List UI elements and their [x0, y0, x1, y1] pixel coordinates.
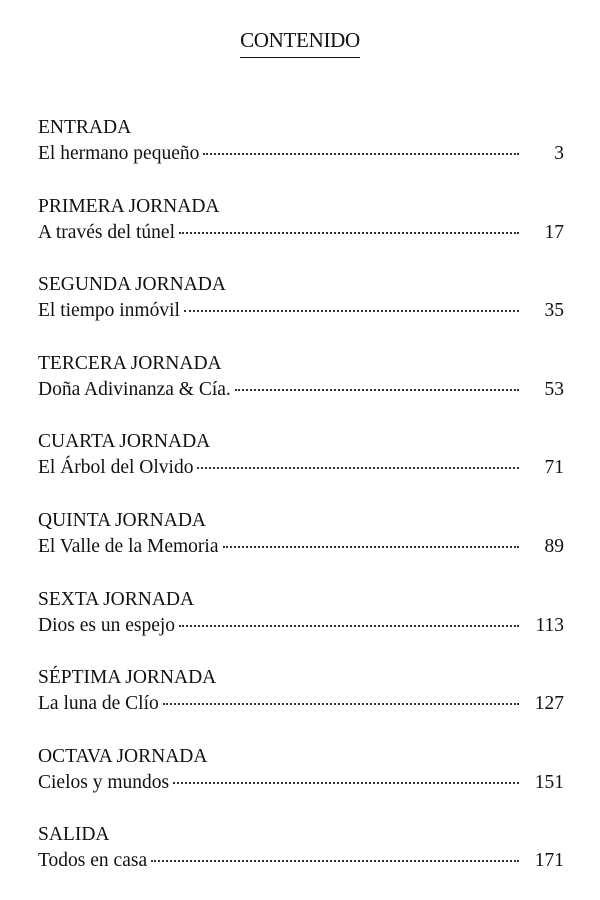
dot-leader [223, 546, 520, 548]
dot-leader [235, 389, 519, 391]
chapter-row [38, 455, 564, 481]
chapter-title: La luna de Clío [38, 693, 159, 715]
toc-entry [38, 743, 564, 822]
section-heading: SALIDA [38, 824, 110, 846]
chapter-title: El hermano pequeño [38, 143, 200, 164]
section-heading: SÉPTIMA JORNADA [38, 667, 217, 689]
toc-entry [38, 350, 564, 429]
section-heading: ENTRADA [38, 117, 132, 138]
chapter-title: Cielos y mundos [38, 771, 170, 793]
chapter-title: El Árbol del Olvido [38, 457, 194, 479]
chapter-row [38, 770, 564, 796]
chapter-title: Dios es un espejo [38, 614, 176, 636]
page-number: 53 [544, 378, 564, 400]
toc-entry [38, 193, 564, 272]
dot-leader [173, 782, 519, 784]
dot-leader [184, 310, 519, 312]
table-of-contents [38, 114, 564, 900]
dot-leader [179, 625, 519, 627]
chapter-row [38, 848, 564, 874]
chapter-row [38, 613, 564, 639]
toc-entry [38, 586, 564, 665]
toc-entry [38, 428, 564, 507]
page-number: 171 [534, 850, 564, 872]
page-number: 127 [534, 693, 564, 715]
chapter-title: A través del túnel [38, 221, 176, 243]
page-number: 17 [544, 221, 564, 243]
toc-entry [38, 271, 564, 350]
chapter-row [38, 141, 564, 167]
section-heading: CUARTA JORNADA [38, 431, 211, 453]
page-number: 35 [544, 300, 564, 322]
section-heading: PRIMERA JORNADA [38, 195, 220, 217]
section-heading: SEGUNDA JORNADA [38, 274, 226, 296]
dot-leader [197, 467, 519, 469]
toc-entry [38, 114, 564, 193]
toc-entry [38, 664, 564, 743]
section-heading: OCTAVA JORNADA [38, 745, 208, 767]
section-heading: QUINTA JORNADA [38, 509, 206, 531]
page-number: 151 [534, 771, 564, 793]
section-heading: TERCERA JORNADA [38, 352, 222, 374]
toc-entry [38, 507, 564, 586]
chapter-title: El tiempo inmóvil [38, 300, 180, 322]
chapter-row [38, 534, 564, 560]
page-number: 89 [544, 535, 564, 557]
page-number: 3 [554, 143, 564, 164]
chapter-row [38, 377, 564, 403]
chapter-title: Doña Adivinanza & Cía. [38, 378, 231, 400]
dot-leader [163, 703, 519, 705]
chapter-row [38, 220, 564, 246]
page-title: CONTENIDO [240, 28, 360, 58]
section-heading: SEXTA JORNADA [38, 588, 195, 610]
chapter-title: El Valle de la Memoria [38, 535, 219, 557]
page-number: 71 [544, 457, 564, 479]
dot-leader [151, 860, 519, 862]
chapter-row [38, 691, 564, 717]
toc-entry [38, 821, 564, 900]
chapter-row [38, 298, 564, 324]
title-block [0, 28, 600, 58]
dot-leader [203, 153, 519, 155]
chapter-title: Todos en casa [38, 850, 148, 872]
dot-leader [179, 232, 519, 234]
page-number: 113 [535, 614, 564, 636]
